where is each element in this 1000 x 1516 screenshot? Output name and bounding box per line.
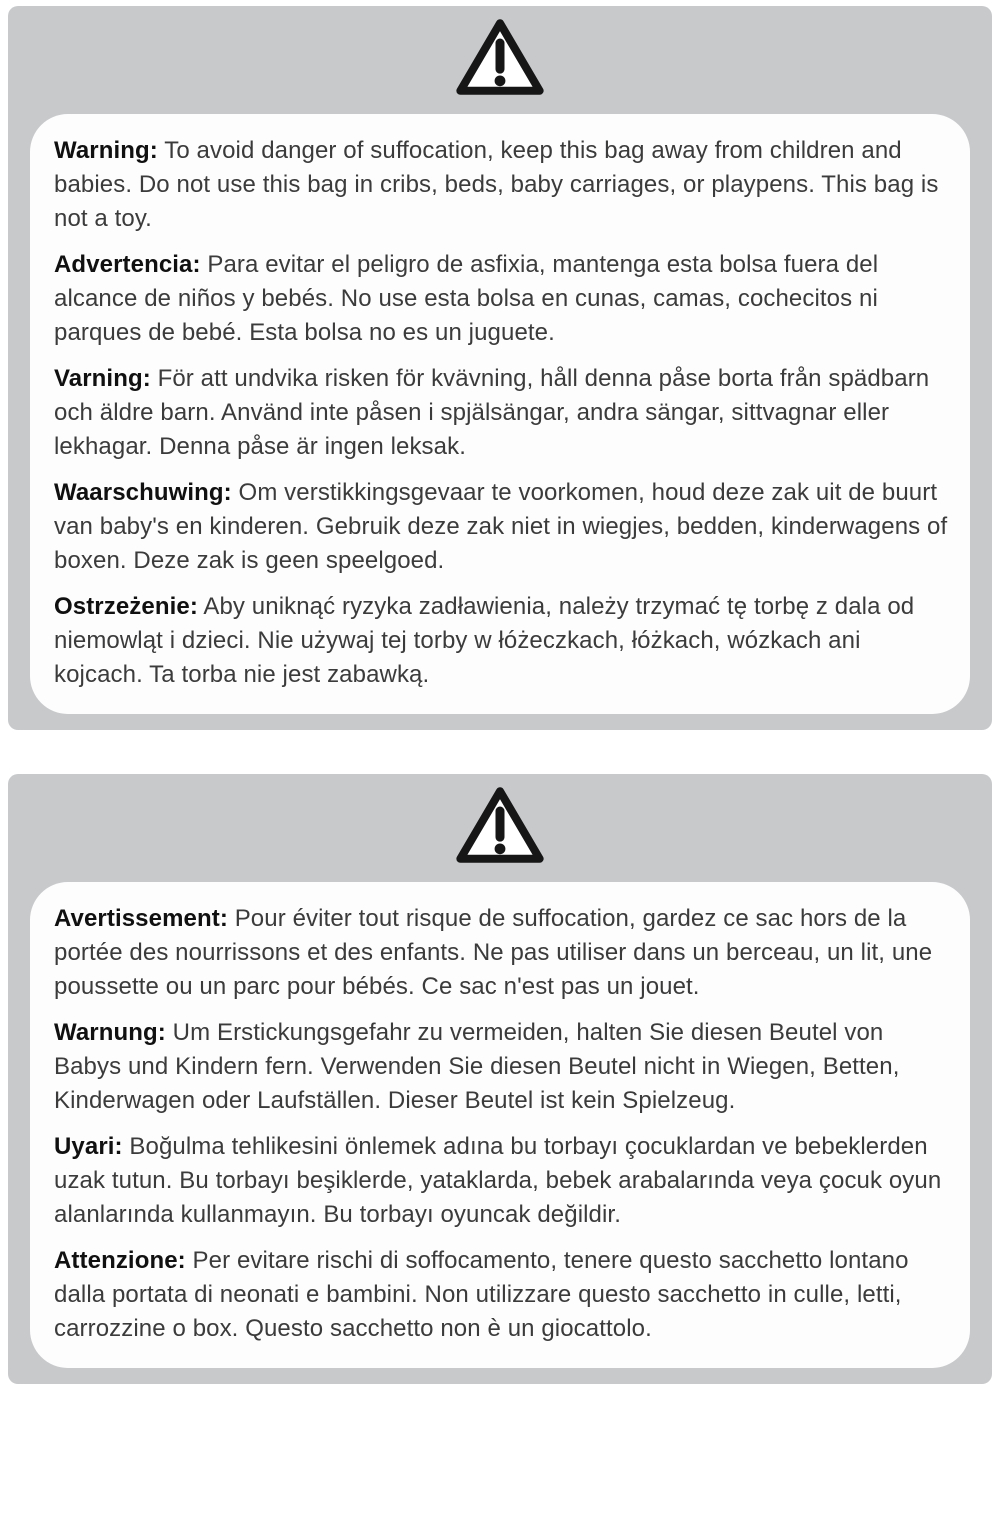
warning-triangle-icon bbox=[455, 14, 545, 100]
paragraph-text: Boğulma tehlikesini önlemek adına bu torbayı çocuklardan ve bebeklerden uzak tutun. Bu torbayı beşiklerde, yataklarda, bebek arabalarında veya çocuk oyun alanlarında kullanmayın. Bu torbayı oyuncak değildir. bbox=[54, 1133, 942, 1228]
paragraph-label: Warning: bbox=[54, 137, 158, 164]
paragraph-label: Ostrzeżenie: bbox=[54, 593, 198, 620]
paragraph-text: För att undvika risken för kvävning, håll denna påse borta från spädbarn och äldre barn. Använd inte påsen i spjälsängar, andra sängar, sittvagnar eller lekhagar. Denna påse är ingen leksak. bbox=[54, 365, 930, 460]
warning-paragraph bbox=[54, 902, 952, 1004]
paragraph-text: Para evitar el peligro de asfixia, mantenga esta bolsa fuera del alcance de niños y bebés. No use esta bolsa en cunas, camas, cochecitos ni parques de bebé. Esta bolsa no es un juguete. bbox=[54, 251, 879, 346]
warning-panel-bottom bbox=[8, 774, 992, 1384]
paragraph-text: Per evitare rischi di soffocamento, tenere questo sacchetto lontano dalla portata di neonati e bambini. Non utilizzare questo sacchetto in culle, letti, carrozzine o box. Questo sacchetto non è un giocattolo. bbox=[54, 1247, 909, 1342]
warning-paragraph bbox=[54, 134, 952, 236]
paragraph-text: Om verstikkingsgevaar te voorkomen, houd deze zak uit de buurt van baby's en kinderen. Gebruik deze zak niet in wiegjes, bedden, kinderwagens of boxen. Deze zak is geen speelgoed. bbox=[54, 479, 948, 574]
paragraph-text: Um Erstickungsgefahr zu vermeiden, halten Sie diesen Beutel von Babys und Kindern fern. Verwenden Sie diesen Beutel nicht in Wiegen, Betten, Kinderwagen oder Laufställen. Dieser Beutel ist kein Spielzeug. bbox=[54, 1019, 900, 1114]
warning-paragraph bbox=[54, 362, 952, 464]
warning-triangle-icon bbox=[455, 782, 545, 868]
paragraph-label: Avertissement: bbox=[54, 905, 228, 932]
warning-paragraph bbox=[54, 1244, 952, 1346]
icon-row bbox=[32, 774, 968, 868]
paragraph-label: Waarschuwing: bbox=[54, 479, 232, 506]
warning-paragraph bbox=[54, 476, 952, 578]
warning-paragraph bbox=[54, 590, 952, 692]
paragraph-label: Varning: bbox=[54, 365, 151, 392]
warning-paragraph bbox=[54, 248, 952, 350]
icon-row bbox=[32, 6, 968, 100]
paragraph-label: Warnung: bbox=[54, 1019, 166, 1046]
warning-paragraph bbox=[54, 1016, 952, 1118]
paragraph-text: To avoid danger of suffocation, keep this bag away from children and babies. Do not use this bag in cribs, beds, baby carriages, or playpens. This bag is not a toy. bbox=[54, 137, 939, 232]
paragraph-label: Uyari: bbox=[54, 1133, 123, 1160]
warning-card bbox=[30, 882, 970, 1368]
paragraph-text: Aby uniknąć ryzyka zadławienia, należy trzymać tę torbę z dala od niemowląt i dzieci. Nie używaj tej torby w łóżeczkach, łóżkach, wózkach ani kojcach. Ta torba nie jest zabawką. bbox=[54, 593, 915, 688]
paragraph-label: Attenzione: bbox=[54, 1247, 186, 1274]
warning-card bbox=[30, 114, 970, 714]
paragraph-text: Pour éviter tout risque de suffocation, gardez ce sac hors de la portée des nourrissons et des enfants. Ne pas utiliser dans un berceau, un lit, une poussette ou un parc pour bébés. Ce sac n'est pas un jouet. bbox=[54, 905, 933, 1000]
warning-paragraph bbox=[54, 1130, 952, 1232]
paragraph-label: Advertencia: bbox=[54, 251, 201, 278]
warning-panel-top bbox=[8, 6, 992, 730]
